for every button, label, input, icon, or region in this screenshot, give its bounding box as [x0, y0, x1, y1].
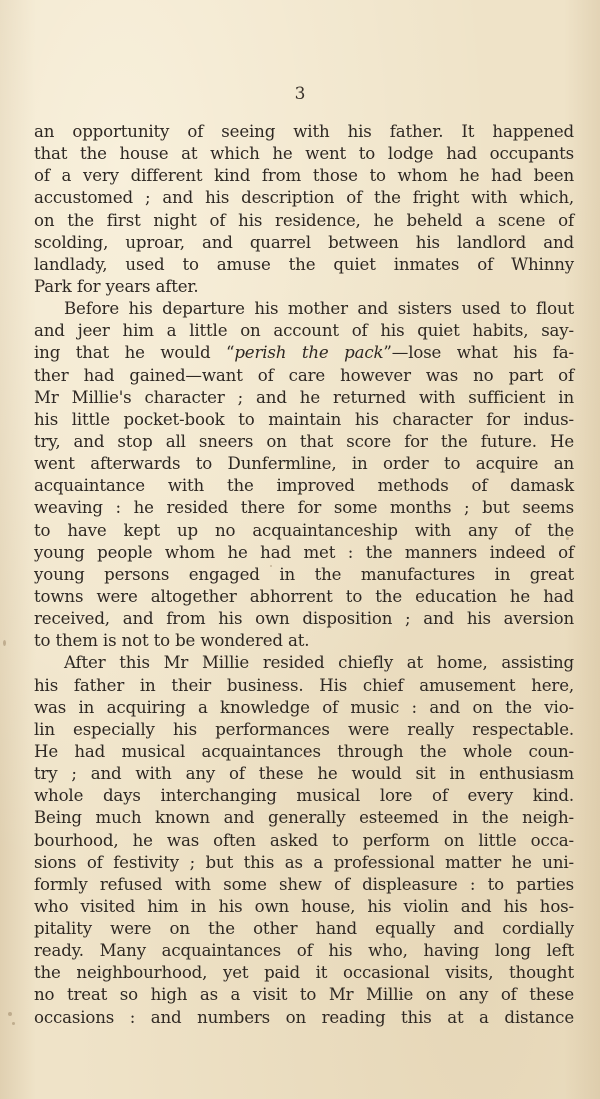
text-line: towns were altogether abhorrent to the education he had [34, 586, 574, 606]
paper-speck [270, 565, 272, 567]
paper-speck [8, 1012, 12, 1016]
text-line: accustomed ; and his description of the fright with which, [34, 188, 574, 208]
text-segment: ing that he would [34, 343, 226, 363]
text-line: that the house at which he went to lodge had occupants [34, 144, 574, 164]
text-line: sions of festivity ; but this as a professional matter he uni- [34, 852, 574, 872]
text-line: his little pocket-book to maintain his character for indus- [34, 409, 574, 429]
text-line: on the first night of his residence, he beheld a scene of [34, 210, 574, 230]
text-line: ther had gained—want of care however was no part of [34, 365, 574, 385]
text-line: to them is not to be wondered at. [34, 631, 310, 651]
text-line: of a very different kind from those to whom he had been [34, 166, 574, 186]
text-line: Park for years after. [34, 276, 199, 296]
text-line: bourhood, he was often asked to perform on little occa- [34, 830, 574, 850]
text-line: After this Mr Millie resided chiefly at home, assisting [64, 653, 574, 673]
text-line: He had musical acquaintances through the whole coun- [34, 741, 574, 761]
text-line: ready. Many acquaintances of his who, having long left [34, 941, 574, 961]
text-line-with-quote [34, 342, 574, 364]
text-line: Mr Millie's character ; and he returned with sufficient in [34, 387, 574, 407]
text-line: young people whom he had met : the manners indeed of [34, 542, 574, 562]
text-line: lin especially his performances were really respectable. [34, 719, 574, 739]
page-number: 3 [294, 84, 306, 104]
text-line: an opportunity of seeing with his father. It happened [34, 122, 574, 141]
text-line: whole days interchanging musical lore of every kind. [34, 786, 574, 806]
text-line: and jeer him a little on account of his quiet habits, say- [34, 321, 574, 341]
text-segment: —lose what his fa- [391, 343, 574, 363]
open-quote: “ [225, 343, 235, 363]
text-line: landlady, used to amuse the quiet inmates of Whinny [34, 254, 574, 274]
text-line: young persons engaged in the manufactures in great [34, 564, 574, 584]
text-line: the neighbourhood, yet paid it occasional visits, thought [34, 963, 574, 983]
text-line: to have kept up no acquaintanceship with any of the [34, 520, 574, 540]
text-line: Before his departure his mother and sisters used to flout [64, 299, 574, 319]
body-text [34, 121, 574, 1029]
text-line: try ; and with any of these he would sit in enthusiasm [34, 764, 574, 784]
quoted-phrase: perish the pack [234, 343, 384, 363]
text-line: who visited him in his own house, his violin and his hos- [34, 896, 574, 916]
text-line: his father in their business. His chief amusement here, [34, 675, 574, 695]
text-line: try, and stop all sneers on that score for the future. He [34, 431, 574, 451]
close-quote: ” [383, 343, 392, 363]
text-line: was in acquiring a knowledge of music : and on the vio- [34, 697, 574, 717]
text-line: acquaintance with the improved methods of damask [34, 476, 574, 496]
text-line: scolding, uproar, and quarrel between his landlord and [34, 232, 574, 252]
paper-speck [12, 1022, 15, 1025]
text-line: received, and from his own disposition ; and his aversion [34, 609, 574, 629]
text-line: pitality were on the other hand equally and cordially [34, 919, 574, 939]
text-line: weaving : he resided there for some months ; but seems [34, 498, 574, 518]
paper-speck [566, 537, 569, 540]
text-line: Being much known and generally esteemed in the neigh- [34, 808, 574, 828]
text-line: occasions : and numbers on reading this at a distance [34, 1007, 574, 1027]
text-line: went afterwards to Dunfermline, in order to acquire an [34, 454, 574, 474]
text-line: no treat so high as a visit to Mr Millie on any of these [34, 985, 574, 1005]
paper-speck [3, 640, 6, 646]
text-line: formly refused with some shew of displeasure : to parties [34, 874, 574, 894]
